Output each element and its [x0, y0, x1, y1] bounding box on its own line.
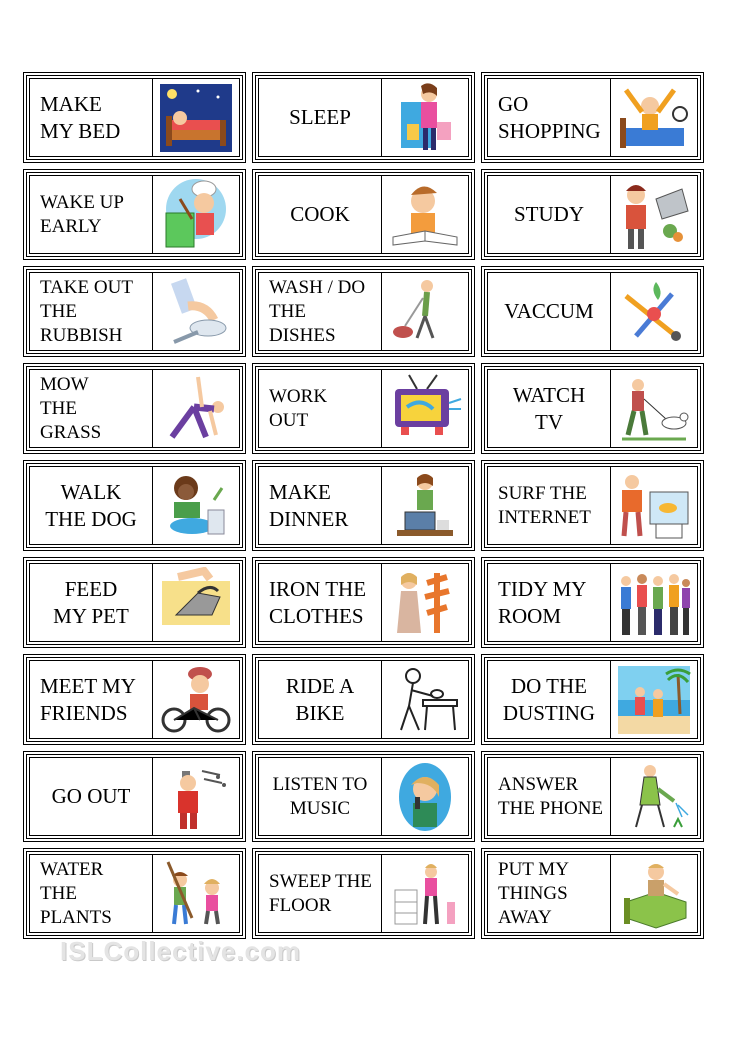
- exercise-stretch-icon: [153, 370, 239, 447]
- card-label: MAKE MY BED: [30, 79, 153, 156]
- card-label: STUDY: [488, 176, 611, 253]
- card-wake-up-early[interactable]: [23, 169, 246, 260]
- card-vaccum[interactable]: [481, 266, 704, 357]
- person-dusting-icon: [382, 661, 468, 738]
- card-label: WATER THE PLANTS: [30, 855, 153, 932]
- card-watch-tv[interactable]: [481, 363, 704, 454]
- card-ride-a-bike[interactable]: [252, 654, 475, 745]
- girl-putting-things-away-icon: [382, 855, 468, 932]
- card-label: GO SHOPPING: [488, 79, 611, 156]
- card-label: WAKE UP EARLY: [30, 176, 153, 253]
- card-study[interactable]: [481, 169, 704, 260]
- children-sweeping-icon: [153, 855, 239, 932]
- watermark: ISLCollective.com: [60, 936, 301, 966]
- card-label: SLEEP: [259, 79, 382, 156]
- woman-on-phone-icon: [382, 758, 468, 835]
- watering-plants-icon: [611, 758, 697, 835]
- person-at-computer-icon: [382, 467, 468, 544]
- card-iron-the-clothes[interactable]: [252, 557, 475, 648]
- washing-dishes-icon: [153, 273, 239, 350]
- chef-cooking-icon: [153, 176, 239, 253]
- boy-studying-icon: [382, 176, 468, 253]
- card-water-the-plants[interactable]: [23, 848, 246, 939]
- card-label: FEED MY PET: [30, 564, 153, 641]
- vacuum-cleaner-icon: [382, 273, 468, 350]
- card-label: WORK OUT: [259, 370, 382, 447]
- woman-tidying-room-icon: [382, 564, 468, 641]
- waking-person-bed-icon: [611, 79, 697, 156]
- fish-tank-feeding-icon: [611, 467, 697, 544]
- card-cook[interactable]: [252, 169, 475, 260]
- cyclist-bike-icon: [153, 661, 239, 738]
- card-take-out-the-rubbish[interactable]: [23, 266, 246, 357]
- card-label: SURF THE INTERNET: [488, 467, 611, 544]
- card-label: VACCUM: [488, 273, 611, 350]
- card-label: MOW THE GRASS: [30, 370, 153, 447]
- card-listen-to-music[interactable]: [252, 751, 475, 842]
- card-label: TAKE OUT THE RUBBISH: [30, 273, 153, 350]
- card-label: SWEEP THE FLOOR: [259, 855, 382, 932]
- card-label: COOK: [259, 176, 382, 253]
- person-making-bed-icon: [611, 855, 697, 932]
- card-label: MAKE DINNER: [259, 467, 382, 544]
- card-label: WATCH TV: [488, 370, 611, 447]
- woman-walking-dog-icon: [611, 370, 697, 447]
- card-work-out[interactable]: [252, 363, 475, 454]
- sleeping-person-bed-icon: [153, 79, 239, 156]
- television-icon: [382, 370, 468, 447]
- card-label: WASH / DO THE DISHES: [259, 273, 382, 350]
- card-do-the-dusting[interactable]: [481, 654, 704, 745]
- card-mow-the-grass[interactable]: [23, 363, 246, 454]
- card-label: RIDE A BIKE: [259, 661, 382, 738]
- card-label: ANSWER THE PHONE: [488, 758, 611, 835]
- group-of-friends-icon: [611, 564, 697, 641]
- card-walk-the-dog[interactable]: [23, 460, 246, 551]
- card-label: MEET MY FRIENDS: [30, 661, 153, 738]
- woman-shopping-bags-icon: [382, 79, 468, 156]
- card-wash-do-the-dishes[interactable]: [252, 266, 475, 357]
- card-tidy-my-room[interactable]: [481, 557, 704, 648]
- iron-clothes-icon: [153, 564, 239, 641]
- card-label: DO THE DUSTING: [488, 661, 611, 738]
- card-sweep-the-floor[interactable]: [252, 848, 475, 939]
- card-label: GO OUT: [30, 758, 153, 835]
- woman-emptying-trash-icon: [611, 176, 697, 253]
- card-label: IRON THE CLOTHES: [259, 564, 382, 641]
- people-beach-outing-icon: [611, 661, 697, 738]
- card-make-my-bed[interactable]: [23, 72, 246, 163]
- domino-card-grid: [23, 72, 704, 939]
- card-label: TIDY MY ROOM: [488, 564, 611, 641]
- person-cooking-dinner-icon: [153, 467, 239, 544]
- card-surf-the-internet[interactable]: [481, 460, 704, 551]
- card-go-shopping[interactable]: [481, 72, 704, 163]
- card-meet-my-friends[interactable]: [23, 654, 246, 745]
- listening-music-icon: [153, 758, 239, 835]
- card-put-my-things-away[interactable]: [481, 848, 704, 939]
- card-sleep[interactable]: [252, 72, 475, 163]
- card-label: LISTEN TO MUSIC: [259, 758, 382, 835]
- lawn-mower-icon: [611, 273, 697, 350]
- card-label: PUT MY THINGS AWAY: [488, 855, 611, 932]
- card-feed-my-pet[interactable]: [23, 557, 246, 648]
- card-make-dinner[interactable]: [252, 460, 475, 551]
- card-label: WALK THE DOG: [30, 467, 153, 544]
- card-answer-the-phone[interactable]: [481, 751, 704, 842]
- card-go-out[interactable]: [23, 751, 246, 842]
